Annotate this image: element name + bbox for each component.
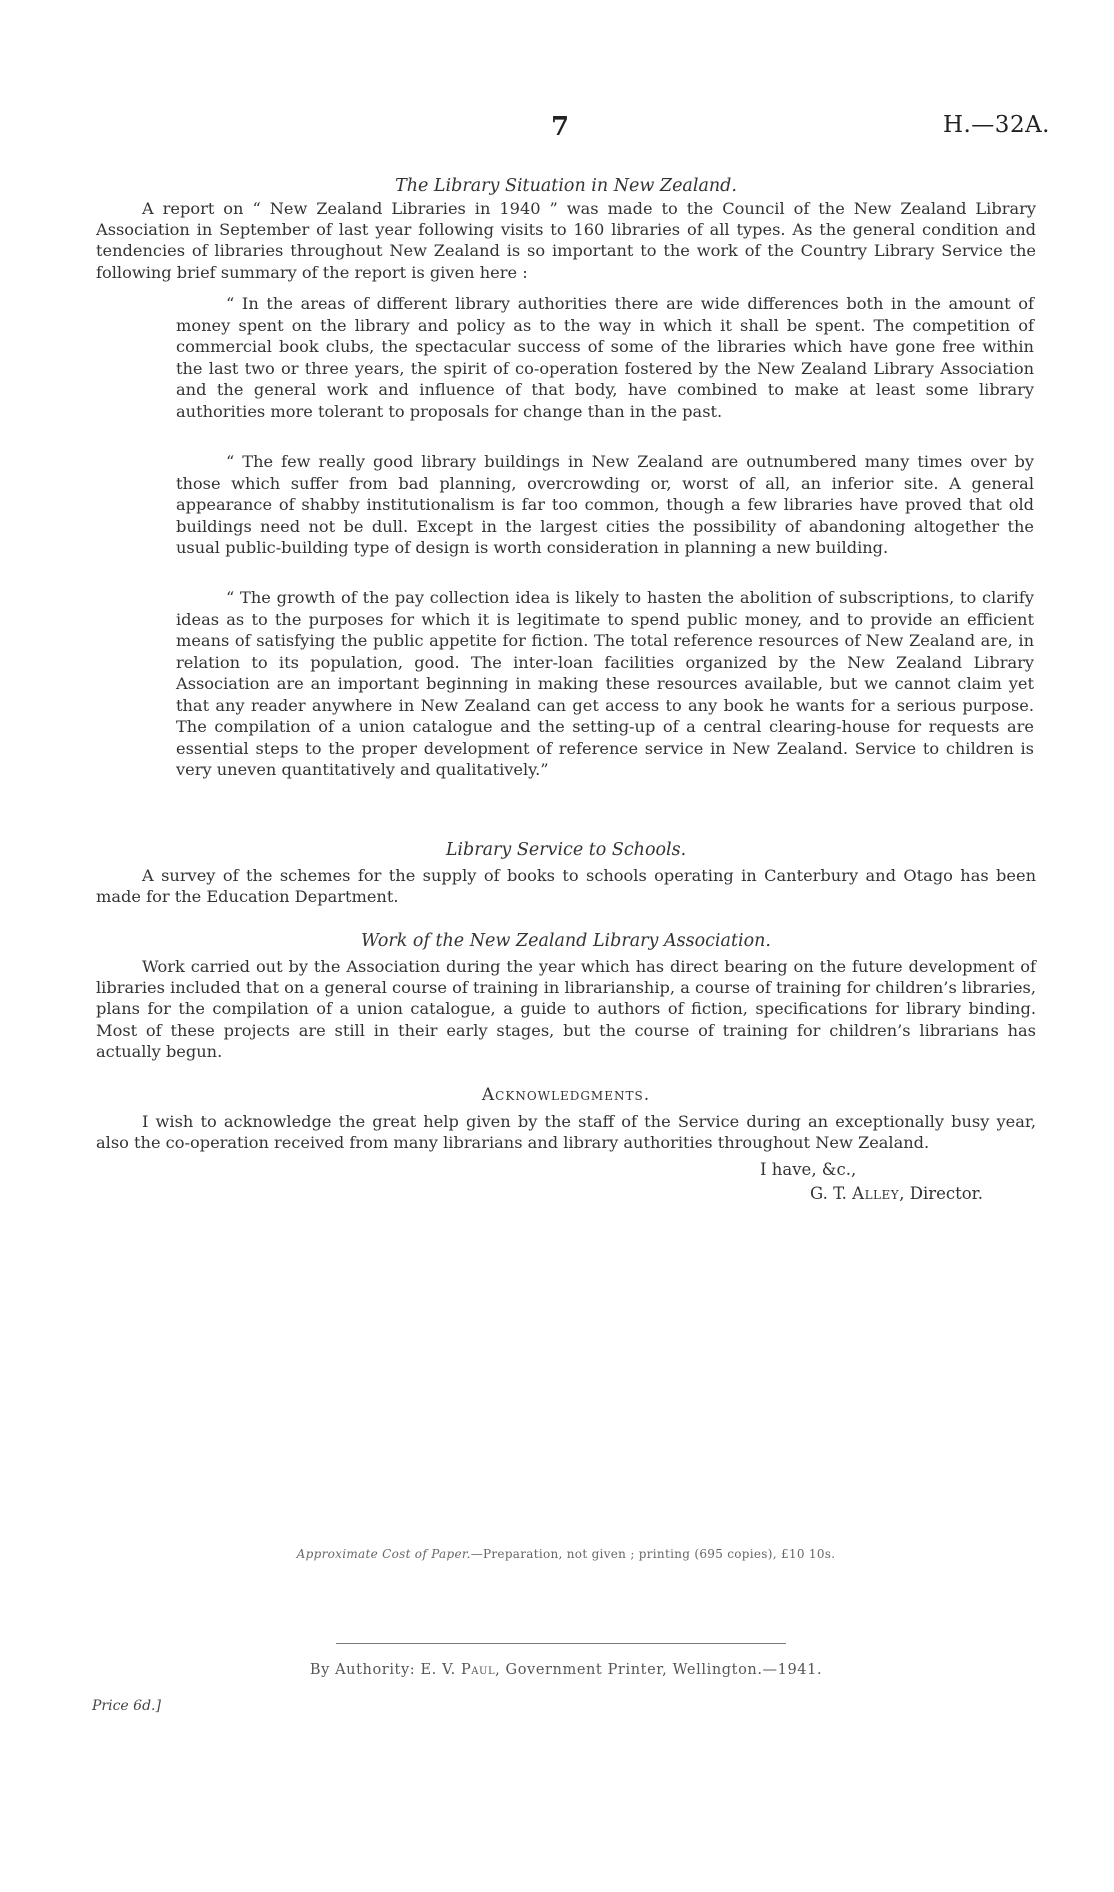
- quote-library-authorities: “ In the areas of different library authorities there are wide differences both in the amount of money spent on the library and policy as to the way in which it shall be spent. The competition of commercial book clubs, the spectacular success of some of the libraries which have gone free within the last two or three years, the spirit of co-operation fostered by the New Zealand Library Association and the general work and influence of that body, have combined to make at least some library authorities more tolerant to proposals for change than in the past.: [176, 294, 1034, 421]
- document-reference: H.—32A.: [942, 112, 1050, 138]
- price-label: Price 6d.]: [92, 1698, 161, 1714]
- section-heading-schools: Library Service to Schools.: [445, 840, 687, 860]
- closing-line: I have, &c.,: [760, 1160, 857, 1179]
- signatory-surname: Alley: [852, 1184, 900, 1203]
- quote-library-buildings: “ The few really good library buildings in New Zealand are outnumbered many times over by those which suffer from bad planning, overcrowding or, worst of all, an inferior site. A general appearance of shabby institutionalism is far too common, though a few libraries have proved that old buildings need not be dull. Except in the largest cities the possibility of abandoning altogether the usual public-building type of design is worth consideration in planning a new building.: [176, 452, 1034, 557]
- footer-divider: [336, 1643, 786, 1644]
- paragraph-schools-survey: A survey of the schemes for the supply of books to schools operating in Canterbury and Otago has been made for the Education Department.: [96, 866, 1036, 907]
- signature-line: [810, 1184, 983, 1203]
- quote-pay-collection: “ The growth of the pay collection idea is likely to hasten the abolition of subscriptions, to clarify ideas as to the purposes for which it is legitimate to spend public money, and to provide an efficient means of satisfying the public appetite for fiction. The total reference resources of New Zealand are, in relation to its population, good. The inter-loan facilities organized by the New Zealand Library Association are an important beginning in making these resources available, but we cannot claim yet that any reader anywhere in New Zealand can get access to any book he wants for a serious purpose. The compilation of a union catalogue and the setting-up of a central clearing-house for requests are essential steps to the proper development of reference service in New Zealand. Service to children is very uneven quantitatively and qualitatively.”: [176, 588, 1034, 779]
- cost-of-paper-note: [96, 1547, 1036, 1561]
- page-number: 7: [550, 112, 570, 142]
- section-heading-acknowledgments: Acknowledgments.: [481, 1085, 651, 1105]
- authority-prefix: By Authority: E. V.: [309, 1662, 456, 1678]
- cost-label: Approximate Cost of Paper.: [296, 1547, 471, 1561]
- printer-authority-line: [96, 1662, 1036, 1678]
- signatory-title: , Director.: [899, 1184, 983, 1203]
- paragraph-association-work: Work carried out by the Association during the year which has direct bearing on the future development of libraries included that on a general course of training in librarianship, a course of training for children’s libraries, plans for the compilation of a union catalogue, a guide to authors of fiction, specifications for library binding. Most of these projects are still in their early stages, but the course of training for children’s librarians has actually begun.: [96, 957, 1036, 1061]
- authority-suffix: , Government Printer, Wellington.—1941.: [495, 1662, 823, 1678]
- printer-name: Paul: [461, 1662, 496, 1678]
- section-heading-library-situation: The Library Situation in New Zealand.: [395, 176, 737, 196]
- signatory-initials: G. T.: [810, 1184, 847, 1203]
- paragraph-acknowledgments: I wish to acknowledge the great help given by the staff of the Service during an exceptionally busy year, also the co-operation received from many librarians and library authorities throughout New Zealand.: [96, 1112, 1036, 1153]
- section-heading-association: Work of the New Zealand Library Association.: [361, 931, 771, 951]
- cost-detail: —Preparation, not given ; printing (695 copies), £10 10s.: [470, 1547, 836, 1561]
- paragraph-report-intro: A report on “ New Zealand Libraries in 1940 ” was made to the Council of the New Zealand Library Association in September of last year following visits to 160 libraries of all types. As the general condition and tendencies of libraries throughout New Zealand is so important to the work of the Country Library Service the following brief summary of the report is given here :: [96, 199, 1036, 282]
